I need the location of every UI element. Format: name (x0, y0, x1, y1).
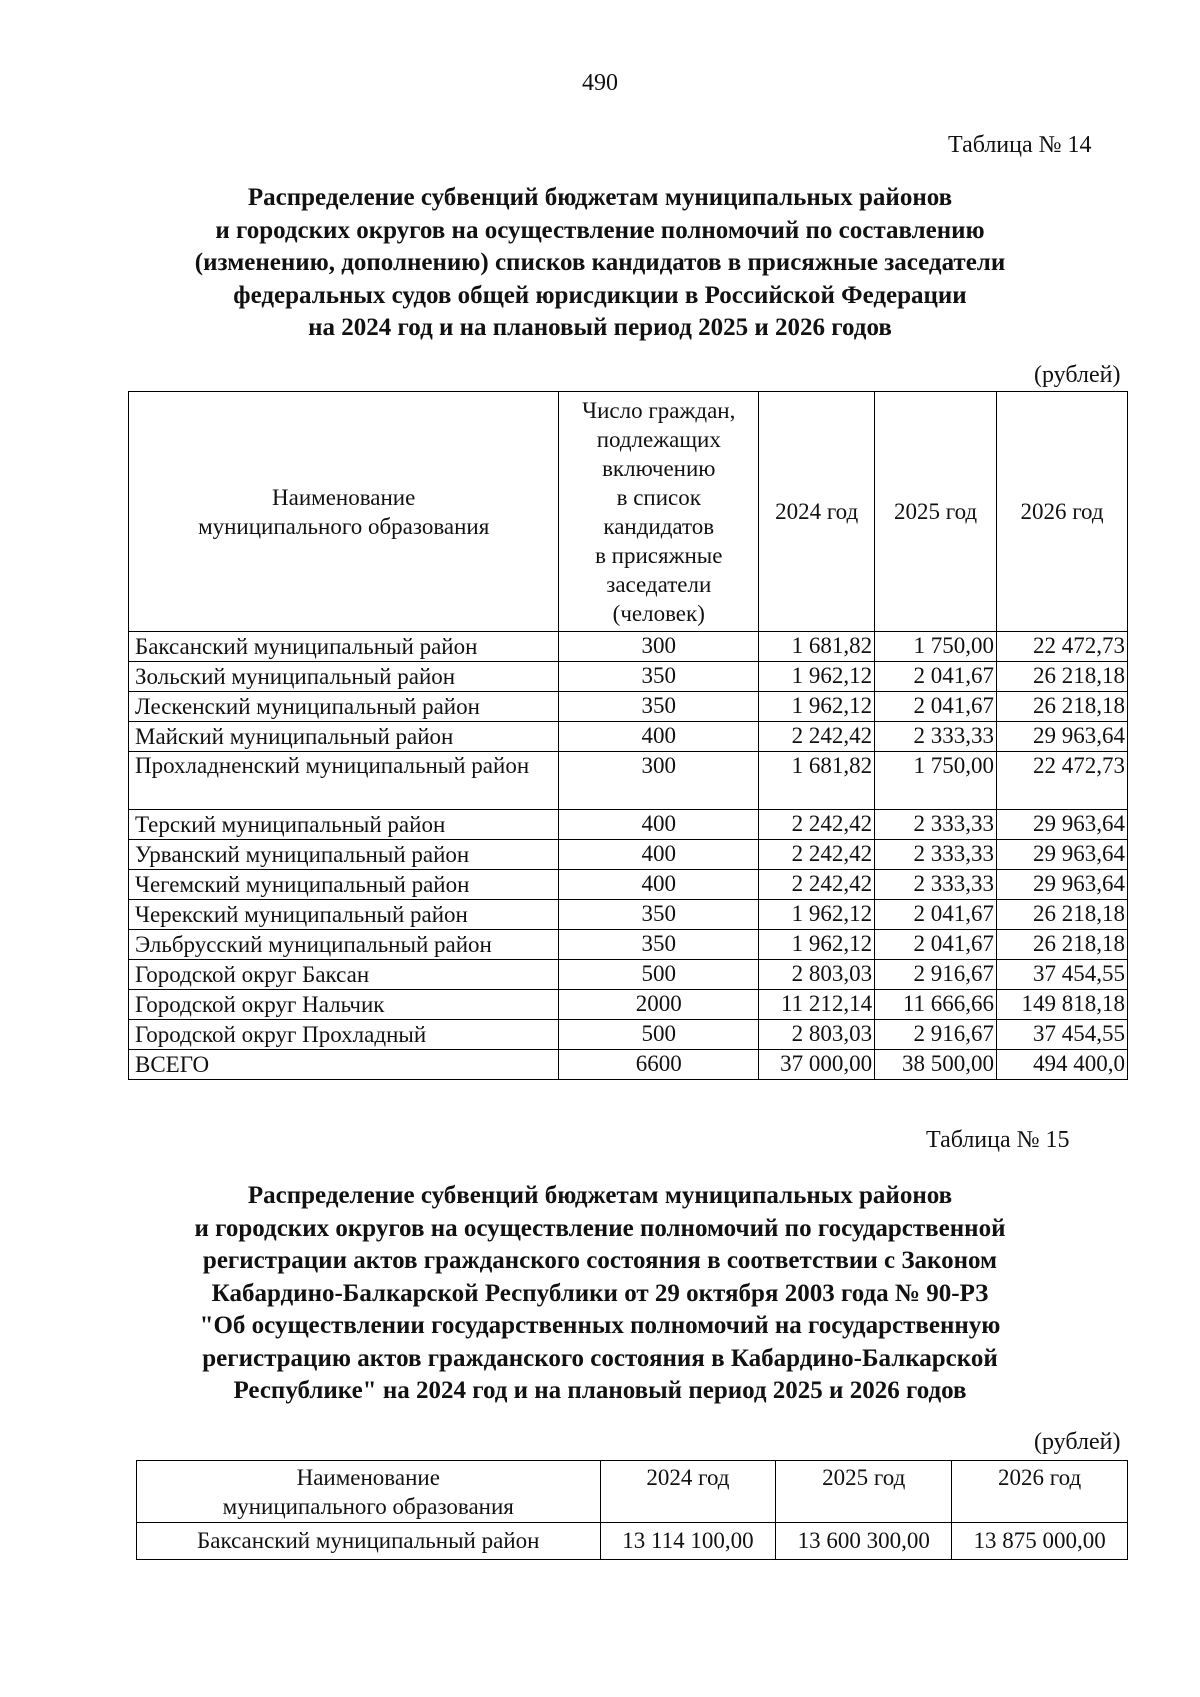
row-2026: 22 472,73 (997, 632, 1128, 662)
page-number: 490 (582, 70, 618, 96)
row-count: 6600 (559, 1050, 759, 1080)
title-line: Распределение субвенций бюджетам муниципальных районов (247, 1182, 953, 1209)
header-2024: 2024 год (759, 392, 875, 632)
row-2026: 22 472,73 (997, 752, 1128, 810)
row-name: Баксанский муниципальный район (137, 1523, 601, 1560)
row-name: Черекский муниципальный район (129, 900, 559, 930)
title-line: (изменению, дополнению) списков кандидатов в присяжные заседатели (194, 249, 1006, 276)
row-2024: 2 242,42 (759, 840, 875, 870)
row-2026: 29 963,64 (997, 840, 1128, 870)
table-15-units: (рублей) (1034, 1429, 1121, 1455)
row-2025: 2 041,67 (875, 900, 997, 930)
row-2024: 1 962,12 (759, 692, 875, 722)
row-2025: 2 916,67 (875, 960, 997, 990)
row-2024: 1 962,12 (759, 900, 875, 930)
row-2026: 37 454,55 (997, 1020, 1128, 1050)
table-row (129, 1020, 1128, 1050)
row-2026: 26 218,18 (997, 930, 1128, 960)
header-line: в список (616, 484, 701, 510)
row-2026: 29 963,64 (997, 722, 1128, 752)
row-name: Городской округ Баксан (129, 960, 559, 990)
row-2024: 1 962,12 (759, 930, 875, 960)
row-name: Чегемский муниципальный район (129, 870, 559, 900)
row-count: 400 (559, 722, 759, 752)
row-2025: 1 750,00 (875, 632, 997, 662)
row-2025: 38 500,00 (875, 1050, 997, 1080)
table-15-label: Таблица № 15 (926, 1127, 1070, 1153)
header-line: Число граждан, (582, 397, 736, 423)
title-line: Распределение субвенций бюджетам муниципальных районов (247, 184, 953, 211)
header-line: кандидатов (603, 513, 715, 539)
row-2024: 1 681,82 (759, 632, 875, 662)
row-2026: 29 963,64 (997, 810, 1128, 840)
header-line: в присяжные (595, 542, 723, 568)
row-2025: 2 041,67 (875, 662, 997, 692)
row-name: Баксанский муниципальный район (129, 632, 559, 662)
title-line: и городских округов на осуществление полномочий по составлению (215, 216, 985, 244)
row-2025: 1 750,00 (875, 752, 997, 810)
row-count: 400 (559, 840, 759, 870)
row-name: Терский муниципальный район (129, 810, 559, 840)
row-count: 350 (559, 900, 759, 930)
row-2026: 26 218,18 (997, 692, 1128, 722)
header-name (137, 1461, 601, 1523)
row-2026: 13 875 000,00 (952, 1523, 1128, 1560)
row-count: 400 (559, 870, 759, 900)
row-name: Городской округ Прохладный (129, 1020, 559, 1050)
row-2024: 1 962,12 (759, 662, 875, 692)
table-14 (128, 391, 1128, 1080)
row-name: Лескенский муниципальный район (129, 692, 559, 722)
title-line: федеральных судов общей юрисдикции в Российской Федерации (233, 281, 967, 309)
row-2025: 13 600 300,00 (776, 1523, 952, 1560)
row-2024: 2 242,42 (759, 722, 875, 752)
header-line: Наименование (272, 484, 416, 510)
table-row (129, 810, 1128, 840)
row-2025: 2 333,33 (875, 870, 997, 900)
row-2024: 2 803,03 (759, 960, 875, 990)
row-2024: 13 114 100,00 (600, 1523, 776, 1560)
table-row (129, 930, 1128, 960)
header-line: подлежащих (596, 426, 721, 452)
table-row (129, 870, 1128, 900)
row-count: 300 (559, 632, 759, 662)
row-name: Урванский муниципальный район (129, 840, 559, 870)
row-2025: 2 041,67 (875, 692, 997, 722)
row-count: 350 (559, 930, 759, 960)
table-14-label: Таблица № 14 (948, 132, 1092, 158)
row-count: 500 (559, 960, 759, 990)
table-row (129, 692, 1128, 722)
title-line: Кабардино-Балкарской Республики от 29 октября 2003 года № 90-РЗ (211, 1279, 989, 1307)
header-line: заседатели (606, 571, 712, 597)
row-name: Прохладненский муниципальный район (129, 752, 559, 810)
row-2025: 2 333,33 (875, 722, 997, 752)
row-2026: 149 818,18 (997, 990, 1128, 1020)
title-line: на 2024 год и на плановый период 2025 и 2026 годов (308, 314, 892, 341)
row-2025: 11 666,66 (875, 990, 997, 1020)
table-15 (136, 1460, 1128, 1560)
row-name: Эльбрусский муниципальный район (129, 930, 559, 960)
table-15-body (137, 1523, 1128, 1560)
table-row (129, 1050, 1128, 1080)
row-count: 350 (559, 662, 759, 692)
header-line: включению (602, 455, 716, 481)
table-row (129, 900, 1128, 930)
header-name (129, 392, 559, 632)
row-2026: 29 963,64 (997, 870, 1128, 900)
table-header-row (137, 1461, 1128, 1523)
table-14-units: (рублей) (1034, 362, 1121, 388)
row-2026: 494 400,0 (997, 1050, 1128, 1080)
table-row (137, 1523, 1128, 1560)
row-2026: 26 218,18 (997, 662, 1128, 692)
row-2024: 2 803,03 (759, 1020, 875, 1050)
row-2024: 1 681,82 (759, 752, 875, 810)
header-line: Наименование (296, 1465, 440, 1490)
header-2024: 2024 год (600, 1461, 776, 1523)
table-row (129, 752, 1128, 810)
row-2025: 2 916,67 (875, 1020, 997, 1050)
row-2026: 37 454,55 (997, 960, 1128, 990)
row-2024: 2 242,42 (759, 870, 875, 900)
title-line: "Об осуществлении государственных полномочий на государственную (199, 1312, 1001, 1339)
header-line: (человек) (612, 600, 705, 626)
header-count (559, 392, 759, 632)
header-2026: 2026 год (952, 1461, 1128, 1523)
row-2024: 2 242,42 (759, 810, 875, 840)
title-line: регистрацию актов гражданского состояния в Кабардино-Балкарской (202, 1344, 998, 1372)
table-header-row (129, 392, 1128, 632)
row-name: Зольский муниципальный район (129, 662, 559, 692)
table-14-title (100, 182, 1100, 345)
row-count: 2000 (559, 990, 759, 1020)
row-name: Майский муниципальный район (129, 722, 559, 752)
table-row (129, 662, 1128, 692)
row-2024: 11 212,14 (759, 990, 875, 1020)
row-count: 300 (559, 752, 759, 810)
header-2026: 2026 год (997, 392, 1128, 632)
table-row (129, 722, 1128, 752)
header-2025: 2025 год (776, 1461, 952, 1523)
row-2025: 2 041,67 (875, 930, 997, 960)
row-2025: 2 333,33 (875, 810, 997, 840)
title-line: регистрации актов гражданского состояния в соответствии с Законом (202, 1247, 998, 1274)
header-line: муниципального образования (198, 513, 490, 539)
row-2024: 37 000,00 (759, 1050, 875, 1080)
row-count: 350 (559, 692, 759, 722)
row-2025: 2 333,33 (875, 840, 997, 870)
table-row (129, 632, 1128, 662)
table-14-body (129, 632, 1128, 1080)
row-count: 500 (559, 1020, 759, 1050)
table-row (129, 840, 1128, 870)
row-count: 400 (559, 810, 759, 840)
header-line: муниципального образования (222, 1494, 514, 1519)
row-name: Городской округ Нальчик (129, 990, 559, 1020)
table-row (129, 960, 1128, 990)
title-line: Республике" на 2024 год и на плановый период 2025 и 2026 годов (233, 1377, 967, 1404)
title-line: и городских округов на осуществление полномочий по государственной (194, 1214, 1006, 1242)
header-2025: 2025 год (875, 392, 997, 632)
row-name: ВСЕГО (129, 1050, 559, 1080)
row-2026: 26 218,18 (997, 900, 1128, 930)
table-row (129, 990, 1128, 1020)
table-15-title (100, 1180, 1100, 1408)
